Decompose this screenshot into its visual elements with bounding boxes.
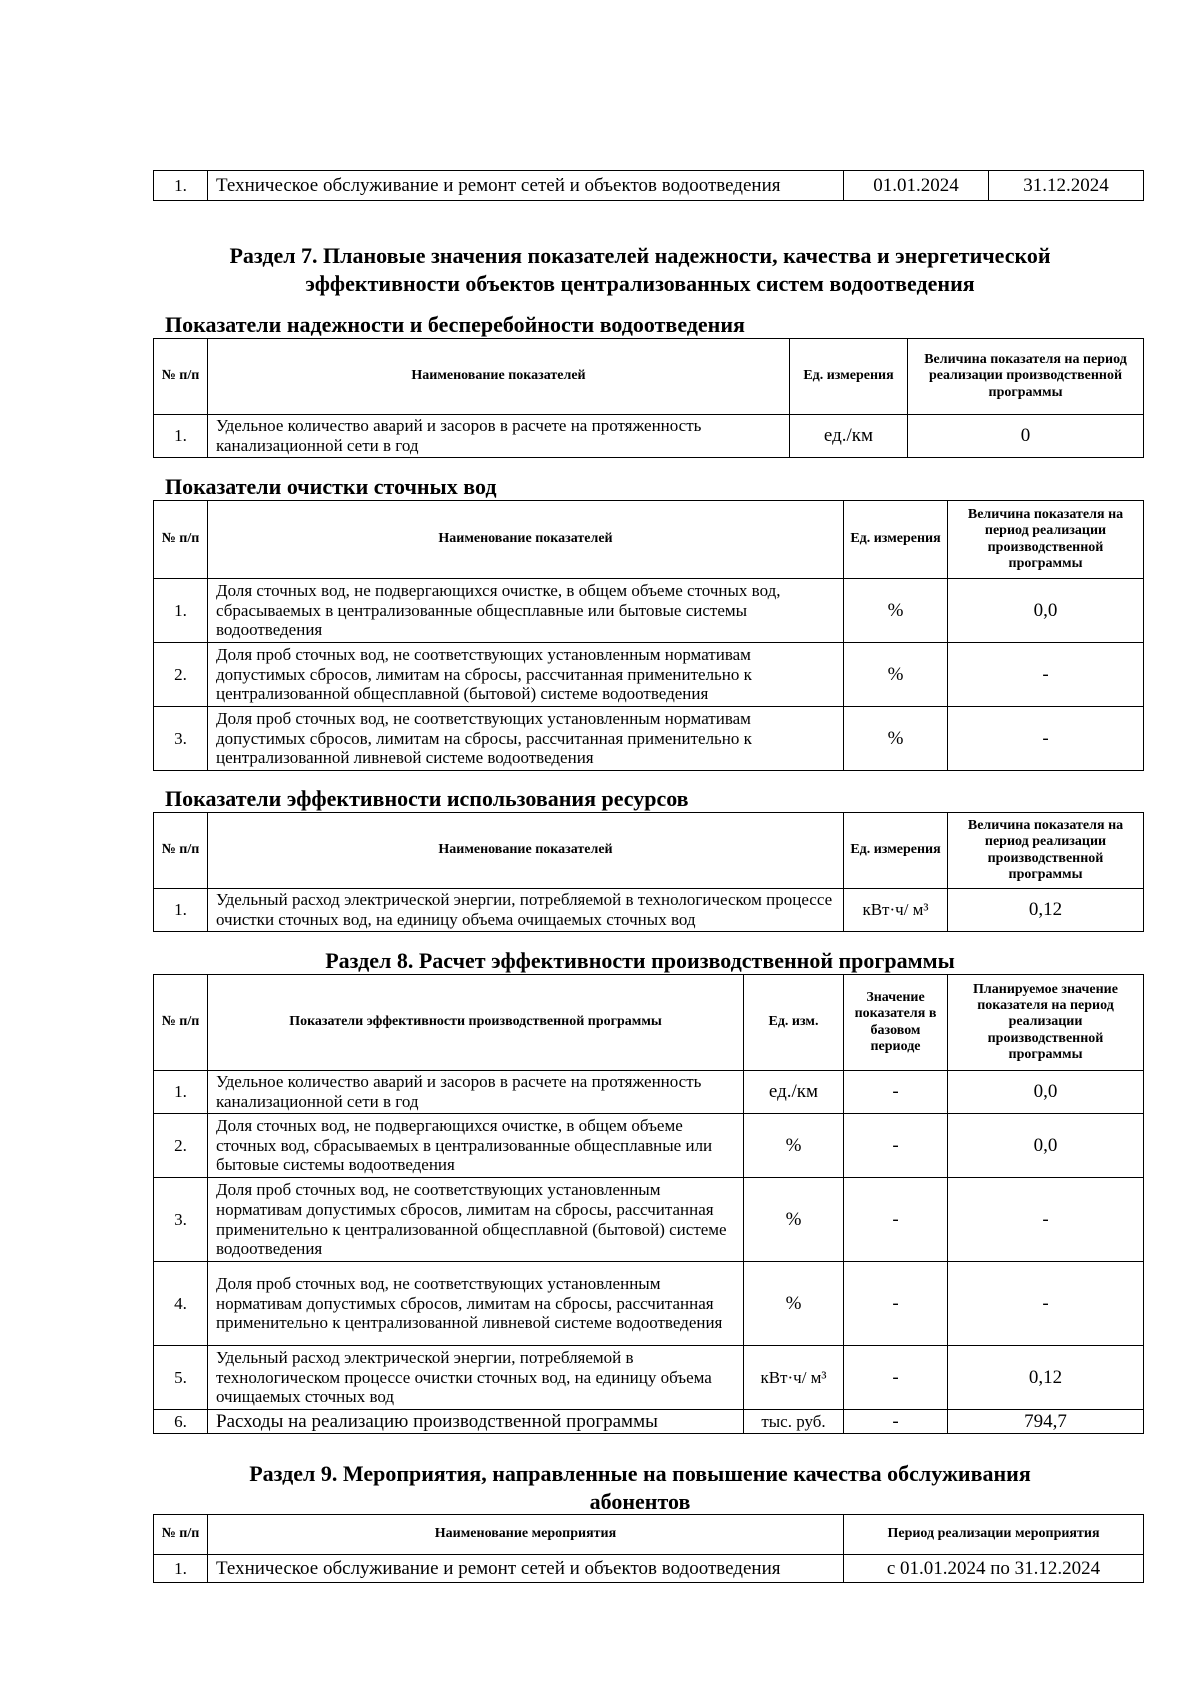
base-value: - (844, 1114, 948, 1178)
row-number: 1. (154, 171, 208, 201)
table-row (154, 643, 1144, 707)
base-value: - (844, 1178, 948, 1262)
row-number: 3. (154, 707, 208, 771)
row-number: 5. (154, 1346, 208, 1410)
treatment-heading: Показатели очистки сточных вод (165, 474, 497, 499)
section-9-title-line1: Раздел 9. Мероприятия, направленные на повышение качества обслуживания (249, 1461, 1031, 1486)
value: - (948, 707, 1144, 771)
unit: % (844, 579, 948, 643)
row-number: 1. (154, 889, 208, 932)
col-header-value: Величина показателя на период реализации производственной программы (948, 813, 1144, 889)
table-row (154, 1555, 1144, 1583)
table-header-row (154, 501, 1144, 579)
plan-value: 0,12 (948, 1346, 1144, 1410)
event-name: Техническое обслуживание и ремонт сетей и объектов водоотведения (208, 1555, 844, 1583)
col-header-unit: Ед. изм. (744, 975, 844, 1071)
table-row (154, 1262, 1144, 1346)
value: 0,12 (948, 889, 1144, 932)
plan-value: 0,0 (948, 1114, 1144, 1178)
col-header-name: Наименование показателей (208, 813, 844, 889)
row-number: 4. (154, 1262, 208, 1346)
resources-table (153, 812, 1144, 932)
row-number: 2. (154, 1114, 208, 1178)
table-row (154, 1178, 1144, 1262)
event-period: с 01.01.2024 по 31.12.2024 (844, 1555, 1144, 1583)
plan-value: - (948, 1178, 1144, 1262)
indicator-name: Доля проб сточных вод, не соответствующих установленным нормативам допустимых сбросов, лимитам на сбросы, рассчитанная применительно к централизованной ливневой системе водоотведения (208, 1262, 744, 1346)
unit: % (844, 707, 948, 771)
indicator-name: Удельный расход электрической энергии, потребляемой в технологическом процессе очистки сточных вод, на единицу объема очищаемых сточных вод (208, 1346, 744, 1410)
col-header-number: № п/п (154, 975, 208, 1071)
col-header-period: Период реализации мероприятия (844, 1515, 1144, 1555)
col-header-number: № п/п (154, 501, 208, 579)
end-date: 31.12.2024 (989, 171, 1144, 201)
section-7-title-line2: эффективности объектов централизованных систем водоотведения (305, 271, 975, 296)
table-row (154, 1410, 1144, 1434)
section-7-title (150, 242, 1130, 298)
table-row (154, 1346, 1144, 1410)
col-header-plan: Планируемое значение показателя на период реализации производственной программы (948, 975, 1144, 1071)
value: 0 (908, 415, 1144, 458)
col-header-number: № п/п (154, 1515, 208, 1555)
plan-value: 794,7 (948, 1410, 1144, 1434)
table-row (154, 707, 1144, 771)
start-date: 01.01.2024 (844, 171, 989, 201)
col-header-unit: Ед. измерения (844, 813, 948, 889)
row-number: 1. (154, 579, 208, 643)
col-header-name: Наименование показателей (208, 501, 844, 579)
col-header-unit: Ед. измерения (790, 339, 908, 415)
reliability-heading: Показатели надежности и бесперебойности водоотведения (165, 312, 745, 337)
unit: % (744, 1178, 844, 1262)
row-number: 1. (154, 415, 208, 458)
resources-heading: Показатели эффективности использования ресурсов (165, 786, 689, 811)
unit: тыс. руб. (744, 1410, 844, 1434)
section-9-title (150, 1460, 1130, 1516)
col-header-name: Наименование показателей (208, 339, 790, 415)
table-header-row (154, 339, 1144, 415)
unit: ед./км (790, 415, 908, 458)
table-header-row (154, 975, 1144, 1071)
reliability-table (153, 338, 1144, 458)
base-value: - (844, 1410, 948, 1434)
top-continuation-table (153, 170, 1144, 201)
row-number: 3. (154, 1178, 208, 1262)
section-7-title-line1: Раздел 7. Плановые значения показателей надежности, качества и энергетической (229, 243, 1051, 268)
plan-value: 0,0 (948, 1071, 1144, 1114)
indicator-name: Расходы на реализацию производственной программы (208, 1410, 744, 1434)
table-header-row (154, 1515, 1144, 1555)
col-header-value: Величина показателя на период реализации производственной программы (948, 501, 1144, 579)
col-header-value: Величина показателя на период реализации производственной программы (908, 339, 1144, 415)
indicator-name: Доля проб сточных вод, не соответствующих установленным нормативам допустимых сбросов, лимитам на сбросы, рассчитанная применительно к централизованной ливневой системе водоотведения (208, 707, 844, 771)
indicator-name: Удельное количество аварий и засоров в расчете на протяженность канализационной сети в год (208, 415, 790, 458)
unit: % (844, 643, 948, 707)
indicator-name: Удельный расход электрической энергии, потребляемой в технологическом процессе очистки сточных вод, на единицу объема очищаемых сточных вод (208, 889, 844, 932)
base-value: - (844, 1346, 948, 1410)
unit: % (744, 1262, 844, 1346)
indicator-name: Доля сточных вод, не подвергающихся очистке, в общем объеме сточных вод, сбрасываемых в централизованные общесплавные или бытовые системы водоотведения (208, 1114, 744, 1178)
col-header-number: № п/п (154, 339, 208, 415)
treatment-table (153, 500, 1144, 771)
col-header-name: Показатели эффективности производственной программы (208, 975, 744, 1071)
indicator-name: Доля сточных вод, не подвергающихся очистке, в общем объеме сточных вод, сбрасываемых в централизованные общесплавные или бытовые системы водоотведения (208, 579, 844, 643)
table-row (154, 171, 1144, 201)
indicator-name: Доля проб сточных вод, не соответствующих установленным нормативам допустимых сбросов, лимитам на сбросы, рассчитанная применительно к централизованной общесплавной (бытовой) системе водоотведения (208, 1178, 744, 1262)
section-9-table (153, 1514, 1144, 1583)
row-number: 1. (154, 1555, 208, 1583)
table-row (154, 1114, 1144, 1178)
unit: ед./км (744, 1071, 844, 1114)
table-row (154, 415, 1144, 458)
section-8-table (153, 974, 1144, 1434)
event-name: Техническое обслуживание и ремонт сетей и объектов водоотведения (208, 171, 844, 201)
row-number: 1. (154, 1071, 208, 1114)
indicator-name: Доля проб сточных вод, не соответствующих установленным нормативам допустимых сбросов, лимитам на сбросы, рассчитанная применительно к централизованной общесплавной (бытовой) системе водоотведения (208, 643, 844, 707)
table-row (154, 579, 1144, 643)
base-value: - (844, 1071, 948, 1114)
col-header-base: Значение показателя в базовом периоде (844, 975, 948, 1071)
unit: % (744, 1114, 844, 1178)
indicator-name: Удельное количество аварий и засоров в расчете на протяженность канализационной сети в год (208, 1071, 744, 1114)
table-row (154, 1071, 1144, 1114)
col-header-number: № п/п (154, 813, 208, 889)
row-number: 6. (154, 1410, 208, 1434)
section-8-title: Раздел 8. Расчет эффективности производственной программы (325, 948, 955, 973)
col-header-name: Наименование мероприятия (208, 1515, 844, 1555)
unit: кВт·ч/ м³ (744, 1346, 844, 1410)
col-header-unit: Ед. измерения (844, 501, 948, 579)
base-value: - (844, 1262, 948, 1346)
unit: кВт·ч/ м³ (844, 889, 948, 932)
table-row (154, 889, 1144, 932)
section-9-title-line2: абонентов (589, 1489, 691, 1514)
value: 0,0 (948, 579, 1144, 643)
table-header-row (154, 813, 1144, 889)
row-number: 2. (154, 643, 208, 707)
plan-value: - (948, 1262, 1144, 1346)
value: - (948, 643, 1144, 707)
